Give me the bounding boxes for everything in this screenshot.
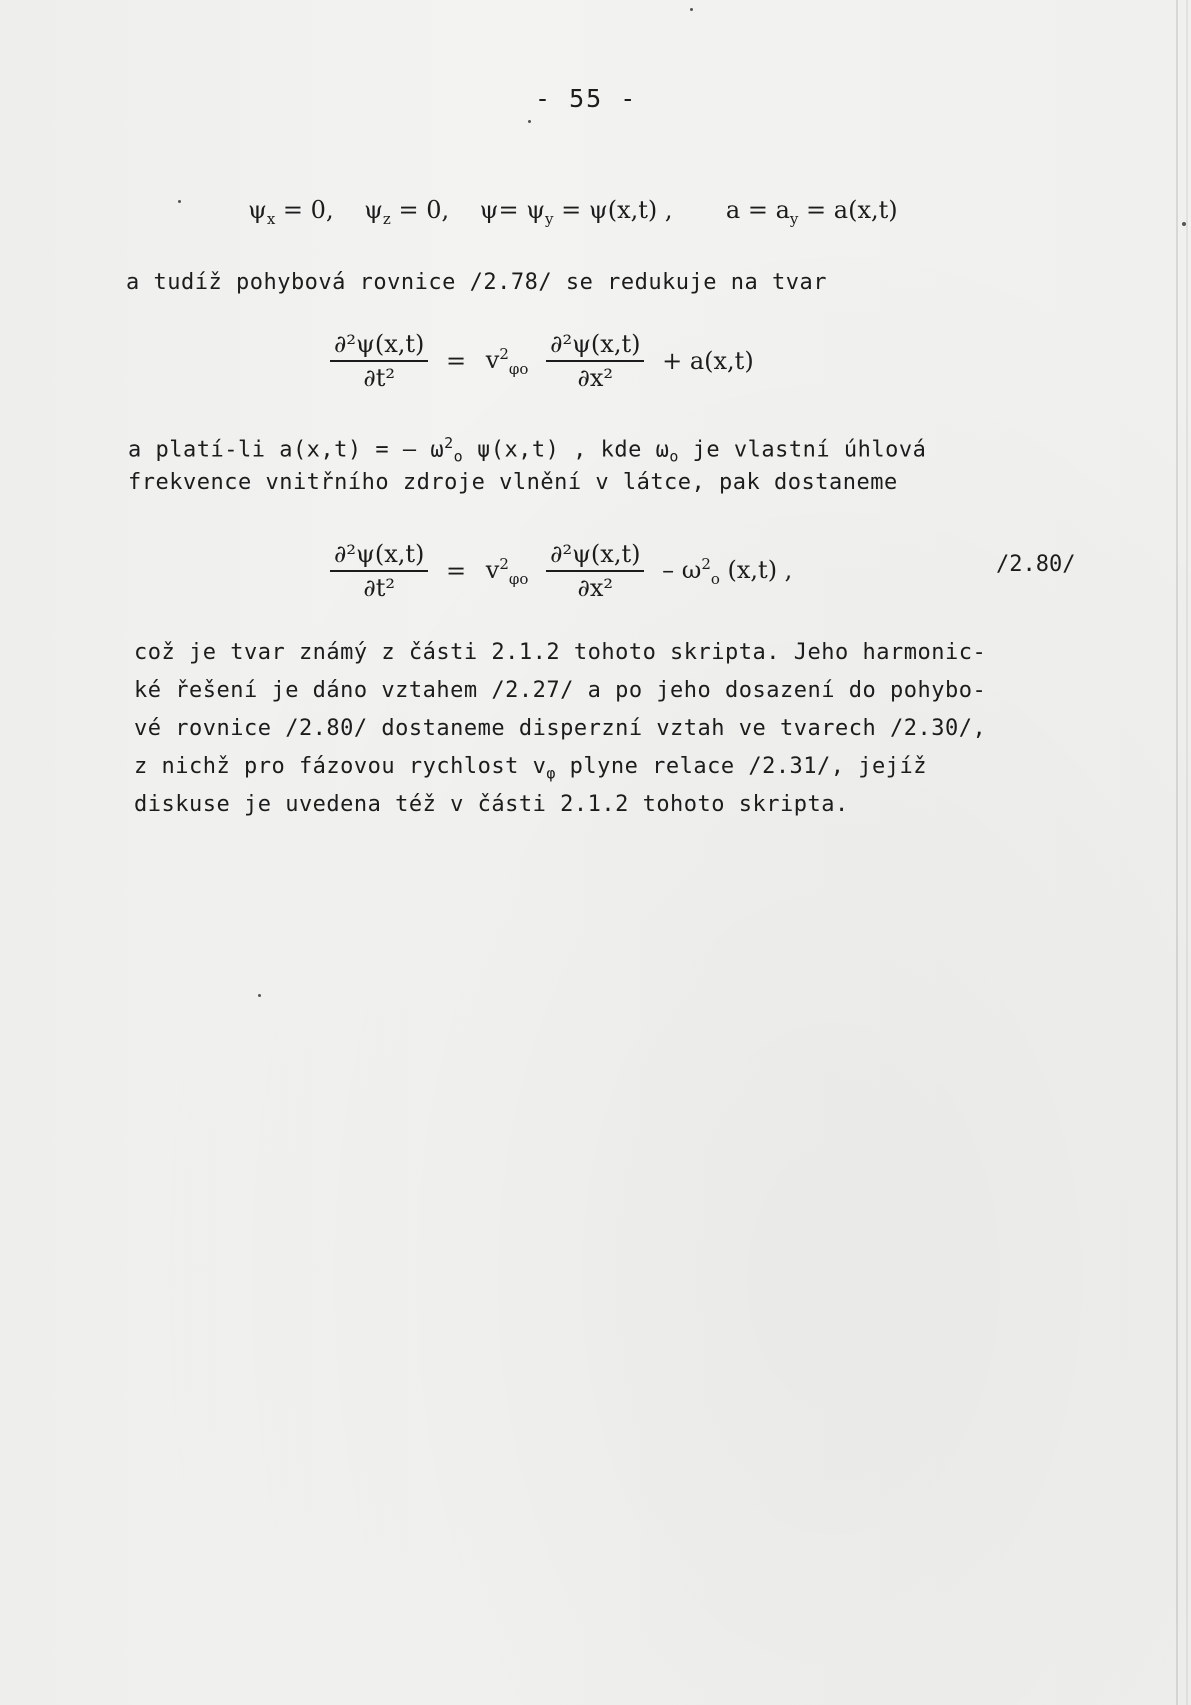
fraction-rhs: $\frac{\text{∂²ψ(x,t)}}{\text{∂x²}}$ xyxy=(546,540,644,602)
scan-speck xyxy=(178,200,181,203)
page-edge-right-outer xyxy=(1186,0,1188,1705)
scan-speck xyxy=(690,8,693,11)
omega-term: – $\omega^2_o$ (x,t) , xyxy=(662,554,793,588)
phase-velocity-squared: $v^2_{\varphi o}$ xyxy=(485,554,529,588)
paragraph-line-5: diskuse je uvedena též v části 2.1.2 tohoto skripta. xyxy=(134,792,849,817)
psi-x-term: $\psi_x = 0$, xyxy=(248,196,334,228)
psi-z-term: $\psi_z = 0$, xyxy=(364,196,450,228)
equation-klein-gordon: $\frac{\text{∂²ψ(x,t)}}{\text{∂t²}}$ = $v^2_{\varphi o}$ $\frac{\text{∂²ψ(x,t)}}{\text{∂x²}}$ – $\omega^2_o$ (x,t) , xyxy=(326,540,798,602)
phase-velocity-squared: $v^2_{\varphi o}$ xyxy=(485,344,529,378)
paragraph-line-4: z nichž pro fázovou rychlost $v_\varphi$ plyne relace /2.31/, jejíž xyxy=(134,754,928,783)
page-edge-right xyxy=(1176,0,1178,1705)
psi-term: $\psi= \psi_y = \psi(x,t)$ , xyxy=(479,196,673,228)
text-line-3: frekvence vnitřního zdroje vlnění v látce, pak dostaneme xyxy=(128,470,898,495)
text-line-1: a tudíž pohybová rovnice /2.78/ se redukuje na tvar xyxy=(126,270,828,295)
page-number: - 55 - xyxy=(535,84,638,113)
fraction-lhs: $\frac{\text{∂²ψ(x,t)}}{\text{∂t²}}$ xyxy=(330,540,428,602)
text-line-2: a platí-li a(x,t) = – $\omega^2_o$ ψ(x,t) , kde $\omega_o$ je vlastní úhlová xyxy=(128,434,927,466)
equation-number-2-80: /2.80/ xyxy=(996,552,1076,577)
paragraph-line-2: ké řešení je dáno vztahem /2.27/ a po jeho dosazení do pohybo- xyxy=(134,678,987,703)
paragraph-line-3: vé rovnice /2.80/ dostaneme disperzní vztah ve tvarech /2.30/, xyxy=(134,716,987,741)
scan-speck xyxy=(528,120,531,123)
equation-wave-with-source: $\frac{\text{∂²ψ(x,t)}}{\text{∂t²}}$ = $v^2_{\varphi o}$ $\frac{\text{∂²ψ(x,t)}}{\text{∂x²}}$ + a(x,t) xyxy=(326,330,760,392)
scan-speck xyxy=(258,994,261,997)
fraction-lhs: $\frac{\text{∂²ψ(x,t)}}{\text{∂t²}}$ xyxy=(330,330,428,392)
scan-speck xyxy=(1182,222,1186,226)
paragraph-line-1: což je tvar známý z části 2.1.2 tohoto skripta. Jeho harmonic- xyxy=(134,640,987,665)
fraction-rhs: $\frac{\text{∂²ψ(x,t)}}{\text{∂x²}}$ xyxy=(546,330,644,392)
equation-boundary-conditions xyxy=(248,196,898,228)
a-term: $a = a_y = a(x,t)$ xyxy=(725,196,898,228)
